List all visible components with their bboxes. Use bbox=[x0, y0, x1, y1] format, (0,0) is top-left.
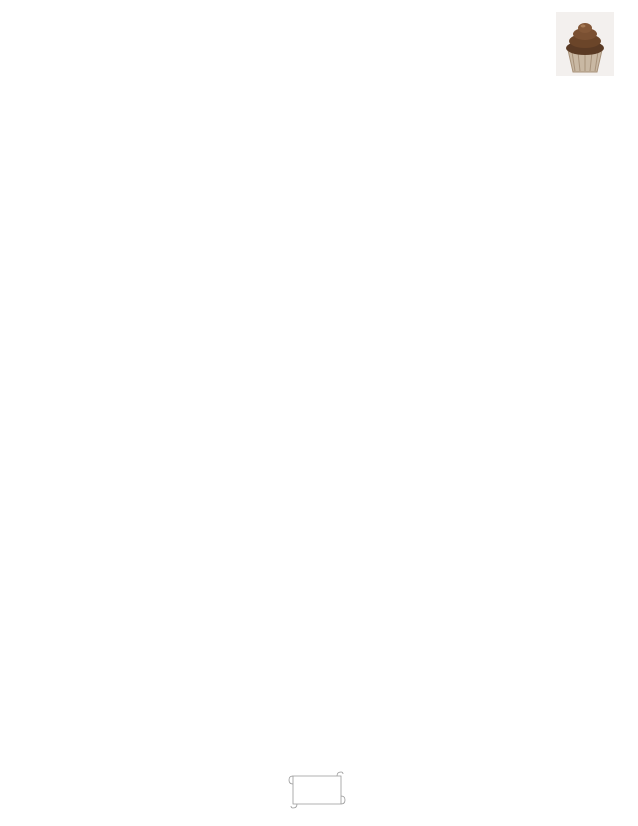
scroll-icon bbox=[287, 770, 347, 810]
cupcake-logo bbox=[556, 12, 614, 76]
document-body bbox=[89, 74, 548, 132]
page-number-scroll bbox=[287, 770, 347, 810]
